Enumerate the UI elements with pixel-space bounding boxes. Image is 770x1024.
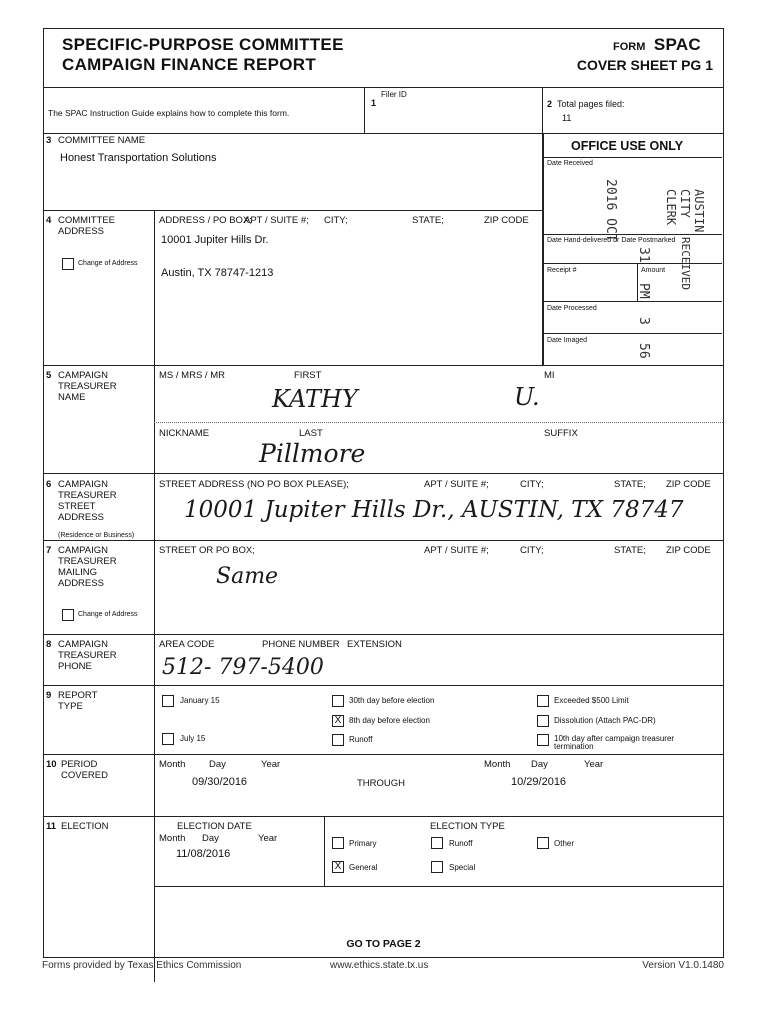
committee-address-line1: 10001 Jupiter Hills Dr. <box>161 234 269 246</box>
footer-provided: Forms provided by Texas Ethics Commission <box>42 960 242 971</box>
receipt-label: Receipt # <box>547 267 577 274</box>
period-label1: PERIOD <box>61 759 98 770</box>
form-code-group <box>613 35 701 55</box>
checkbox-8th-day[interactable]: X <box>332 715 344 727</box>
divider <box>44 365 723 366</box>
col-title: MS / MRS / MR <box>159 370 225 381</box>
label-column-divider <box>154 210 155 982</box>
type-primary: Primary <box>349 839 377 848</box>
col-day: Day <box>202 833 219 844</box>
checkbox-exceeded-limit[interactable] <box>537 695 549 707</box>
divider <box>154 422 723 423</box>
checkbox-runoff[interactable] <box>332 734 344 746</box>
divider <box>324 816 325 886</box>
title-line1: SPECIFIC-PURPOSE COMMITTEE <box>62 35 344 54</box>
date-received-label: Date Received <box>547 160 593 167</box>
through-label: THROUGH <box>357 778 406 789</box>
period-label2: COVERED <box>61 770 108 781</box>
divider <box>44 685 723 686</box>
committee-name-value: Honest Transportation Solutions <box>60 152 217 164</box>
office-use-box <box>542 133 725 365</box>
section6-num: 6 <box>46 479 52 490</box>
section7-num: 7 <box>46 545 52 556</box>
mailing-label3: MAILING <box>58 567 98 578</box>
divider <box>44 754 723 755</box>
form-word: FORM <box>612 41 646 53</box>
street-label4: ADDRESS <box>58 512 104 523</box>
report-type-label2: TYPE <box>58 701 83 712</box>
col-first: FIRST <box>294 370 322 381</box>
col-year: Year <box>258 833 278 844</box>
mailing-label1: CAMPAIGN <box>58 545 108 556</box>
col-address: ADDRESS / PO BOX; <box>159 215 252 226</box>
section3-num: 3 <box>46 135 52 146</box>
divider <box>544 157 722 158</box>
section5-num: 5 <box>46 370 52 381</box>
committee-address-line2: Austin, TX 78747-1213 <box>161 267 274 279</box>
col-state: STATE; <box>614 545 646 556</box>
option-exceeded-limit: Exceeded $500 Limit <box>554 696 629 705</box>
col-zip: ZIP CODE <box>484 215 529 226</box>
checkbox-primary[interactable] <box>332 837 344 849</box>
filer-id-label: Filer ID <box>381 90 407 99</box>
treasurer-first: KATHY <box>272 385 358 413</box>
stamp-received: RECEIVED <box>679 237 692 290</box>
street-label3: STREET <box>58 501 96 512</box>
divider <box>544 263 722 264</box>
col-nickname: NICKNAME <box>159 428 210 439</box>
col-street: STREET OR PO BOX; <box>159 545 255 556</box>
col-apt: APT / SUITE #; <box>424 545 489 556</box>
col-month-to: Month <box>484 759 511 770</box>
col-city: CITY; <box>520 479 544 490</box>
mailing-change-checkbox[interactable] <box>62 609 74 621</box>
col-state: STATE; <box>614 479 646 490</box>
filer-id-num: 1 <box>371 98 377 108</box>
date-imaged-label: Date Imaged <box>547 337 588 344</box>
election-date-value: 11/08/2016 <box>176 848 231 860</box>
checkbox-10th-day-after[interactable] <box>537 734 549 746</box>
col-apt: APT / SUITE #; <box>244 215 309 226</box>
committee-name-label: COMMITTEE NAME <box>58 135 146 146</box>
treasurer-phone-value: 512- 797-5400 <box>162 655 324 680</box>
col-suffix: SUFFIX <box>544 428 578 439</box>
option-july-15: July 15 <box>180 734 206 743</box>
treasurer-last: Pillmore <box>259 439 366 468</box>
type-general: General <box>349 863 378 872</box>
street-label2: TREASURER <box>58 490 117 501</box>
footer-url[interactable]: www.ethics.state.tx.us <box>330 960 429 971</box>
phone-label3: PHONE <box>58 661 92 672</box>
option-8th-day: 8th day before election <box>349 716 430 725</box>
committee-address-label2: ADDRESS <box>58 226 104 237</box>
divider <box>44 634 723 635</box>
checkbox-july-15[interactable] <box>162 733 174 745</box>
residence-note: (Residence or Business) <box>58 532 135 539</box>
option-january-15: January 15 <box>180 696 220 705</box>
title-line2: CAMPAIGN FINANCE REPORT <box>62 55 317 74</box>
election-label: ELECTION <box>61 821 109 832</box>
amount-label: Amount <box>641 267 666 274</box>
col-month: Month <box>159 833 186 844</box>
mailing-change-label: Change of Address <box>78 611 138 618</box>
instructions-text: The SPAC Instruction Guide explains how to complete this form. <box>48 108 290 118</box>
stamp-day: 31 <box>636 247 651 263</box>
footer-version: Version V1.0.1480 <box>642 960 724 971</box>
date-processed-label: Date Processed <box>547 305 597 312</box>
col-day-to: Day <box>531 759 548 770</box>
col-zip: ZIP CODE <box>666 545 711 556</box>
col-area: AREA CODE <box>159 639 215 650</box>
type-special: Special <box>449 863 476 872</box>
checkbox-other[interactable] <box>537 837 549 849</box>
checkbox-dissolution[interactable] <box>537 715 549 727</box>
col-phone: PHONE NUMBER <box>262 639 340 650</box>
checkbox-30th-day[interactable] <box>332 695 344 707</box>
report-type-label1: REPORT <box>58 690 98 701</box>
treasurer-mailing-value: Same <box>216 564 279 589</box>
divider <box>544 234 722 235</box>
checkbox-runoff[interactable] <box>431 837 443 849</box>
stamp-year: 2016 OCT <box>603 179 618 242</box>
section10-num: 10 <box>46 759 57 770</box>
option-runoff: Runoff <box>349 735 373 744</box>
divider <box>44 540 723 541</box>
treasurer-name-label2: TREASURER <box>58 381 117 392</box>
change-address-label: Change of Address <box>78 260 138 267</box>
treasurer-name-label1: CAMPAIGN <box>58 370 108 381</box>
col-last: LAST <box>299 428 323 439</box>
divider <box>44 816 723 817</box>
divider <box>544 301 722 302</box>
section11-num: 11 <box>46 821 57 832</box>
street-label1: CAMPAIGN <box>58 479 108 490</box>
cover-sheet-label: COVER SHEET PG 1 <box>576 57 713 73</box>
mailing-label4: ADDRESS <box>58 578 104 589</box>
checkbox-special[interactable] <box>431 861 443 873</box>
total-pages-value: 11 <box>562 113 572 123</box>
option-termination: termination <box>554 742 594 751</box>
total-pages-num: 2 <box>547 99 553 109</box>
divider <box>364 87 365 133</box>
divider <box>544 333 722 334</box>
form-frame <box>43 28 724 958</box>
checkbox-january-15[interactable] <box>162 695 174 707</box>
form-code: SPAC <box>653 35 701 54</box>
treasurer-street-value: 10001 Jupiter Hills Dr., AUSTIN, TX 78747 <box>184 497 684 523</box>
divider <box>44 87 723 88</box>
period-to: 10/29/2016 <box>511 776 567 788</box>
committee-address-label1: COMMITTEE <box>58 215 115 226</box>
stamp-hour: 3 <box>636 317 651 325</box>
stamp-city: AUSTIN CITY CLERK <box>664 189 706 233</box>
divider <box>542 87 543 133</box>
type-runoff: Runoff <box>449 839 473 848</box>
office-use-title: OFFICE USE ONLY <box>571 139 684 153</box>
section4-num: 4 <box>46 215 52 226</box>
type-other: Other <box>554 839 575 848</box>
section8-num: 8 <box>46 639 52 650</box>
stamp-pm: PM <box>636 283 651 299</box>
stamp-minute: 56 <box>636 343 651 359</box>
election-type-label: ELECTION TYPE <box>430 821 505 832</box>
col-year: Year <box>261 759 281 770</box>
col-month: Month <box>159 759 186 770</box>
col-zip: ZIP CODE <box>666 479 711 490</box>
divider <box>44 210 542 211</box>
col-city: CITY; <box>520 545 544 556</box>
col-state: STATE; <box>412 215 444 226</box>
phone-label1: CAMPAIGN <box>58 639 108 650</box>
col-day: Day <box>209 759 226 770</box>
col-city: CITY; <box>324 215 348 226</box>
phone-label2: TREASURER <box>58 650 117 661</box>
election-date-label: ELECTION DATE <box>177 821 252 832</box>
col-year-to: Year <box>584 759 604 770</box>
col-apt: APT / SUITE #; <box>424 479 489 490</box>
period-from: 09/30/2016 <box>192 776 248 788</box>
go-to-page-2: GO TO PAGE 2 <box>346 938 421 950</box>
option-30th-day: 30th day before election <box>349 696 435 705</box>
option-10th-day-after: 10th day after campaign treasurer <box>554 734 675 743</box>
date-hand-label: Date Hand-delivered or Date Postmarked <box>547 237 676 244</box>
section9-num: 9 <box>46 690 52 701</box>
col-mi: MI <box>544 370 555 381</box>
col-street: STREET ADDRESS (NO PO BOX PLEASE); <box>159 479 349 490</box>
mailing-label2: TREASURER <box>58 556 117 567</box>
divider <box>44 473 723 474</box>
option-dissolution: Dissolution (Attach PAC-DR) <box>554 716 656 725</box>
treasurer-name-label3: NAME <box>58 392 86 403</box>
change-address-checkbox[interactable] <box>62 258 74 270</box>
treasurer-mi: U. <box>514 383 540 411</box>
col-ext: EXTENSION <box>347 639 402 650</box>
checkbox-general[interactable]: X <box>332 861 344 873</box>
total-pages-label: Total pages filed: <box>557 99 625 109</box>
